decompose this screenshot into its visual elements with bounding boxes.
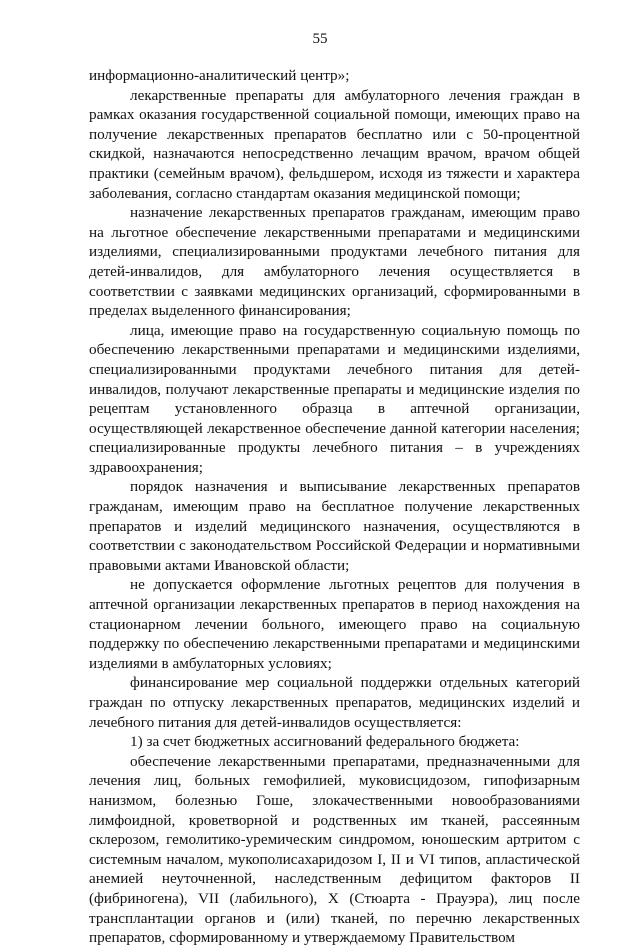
paragraph-3: назначение лекарственных препаратов гражданам, имеющим право на льготное обеспечение лекарственными препаратами и медицинскими изделиями, специализированными продуктами лечебного питания для детей-инвалидов, для амбулаторного лечения осуществляется в соответствии с заявками медицинских организаций, сформированными в пределах выделенного финансирования; (89, 204, 580, 320)
paragraph-8: 1) за счет бюджетных ассигнований федерального бюджета: (130, 733, 520, 751)
paragraph-7: финансирование мер социальной поддержки отдельных категорий граждан по отпуску лекарственных препаратов, медицинских изделий и лечебного питания для детей-инвалидов осуществляется: (89, 674, 580, 731)
document-body (89, 66, 580, 948)
paragraph-9: обеспечение лекарственными препаратами, предназначенными для лечения лиц, больных гемофилией, муковисцидозом, гипофизарным нанизмом, болезнью Гоше, злокачественными новообразованиями лимфоидной, кроветворной и родственных им тканей, рассеянным склерозом, гемолитико-уремическим синдромом, юношеским артритом с системным началом, мукополисахаридозом I, II и VI типов, апластической анемией неуточненной, наследственным дефицитом факторов II (фибриногена), VII (лабильного), X (Стюарта - Прауэра), лиц после трансплантации органов и (или) тканей, по перечню лекарственных препаратов, сформированному и утверждаемому Правительством (89, 752, 580, 947)
paragraph-4: лица, имеющие право на государственную социальную помощь по обеспечению лекарственными препаратами и медицинскими изделиями, специализированными продуктами лечебного питания для детей-инвалидов, получают лекарственные препараты и медицинские изделия по рецептам установленного образца в аптечной организации, осуществляющей лекарственное обеспечение данной категории населения; специализированные продукты лечебного питания – в учреждениях здравоохранения; (89, 321, 580, 476)
page-number: 55 (312, 31, 328, 47)
paragraph-2: лекарственные препараты для амбулаторного лечения граждан в рамках оказания государственной социальной помощи, имеющих право на получение лекарственных препаратов бесплатно или с 50-процентной скидкой, назначаются непосредственно лечащим врачом, врачом общей практики (семейным врачом), фельдшером, исходя из тяжести и характера заболевания, согласно стандартам оказания медицинской помощи; (89, 86, 580, 202)
paragraph-5: порядок назначения и выписывание лекарственных препаратов гражданам, имеющим право на бесплатное получение лекарственных препаратов и изделий медицинского назначения, осуществляются в соответствии с законодательством Российской Федерации и нормативными правовыми актами Ивановской области; (89, 478, 580, 574)
paragraph-1: информационно-аналитический центр»; (89, 67, 350, 84)
paragraph-6: не допускается оформление льготных рецептов для получения в аптечной организации лекарственных препаратов в период нахождения на стационарном лечении больного, имеющего право на социальную поддержку по обеспечению лекарственными препаратами и медицинскими изделиями в амбулаторных условиях; (89, 576, 580, 672)
